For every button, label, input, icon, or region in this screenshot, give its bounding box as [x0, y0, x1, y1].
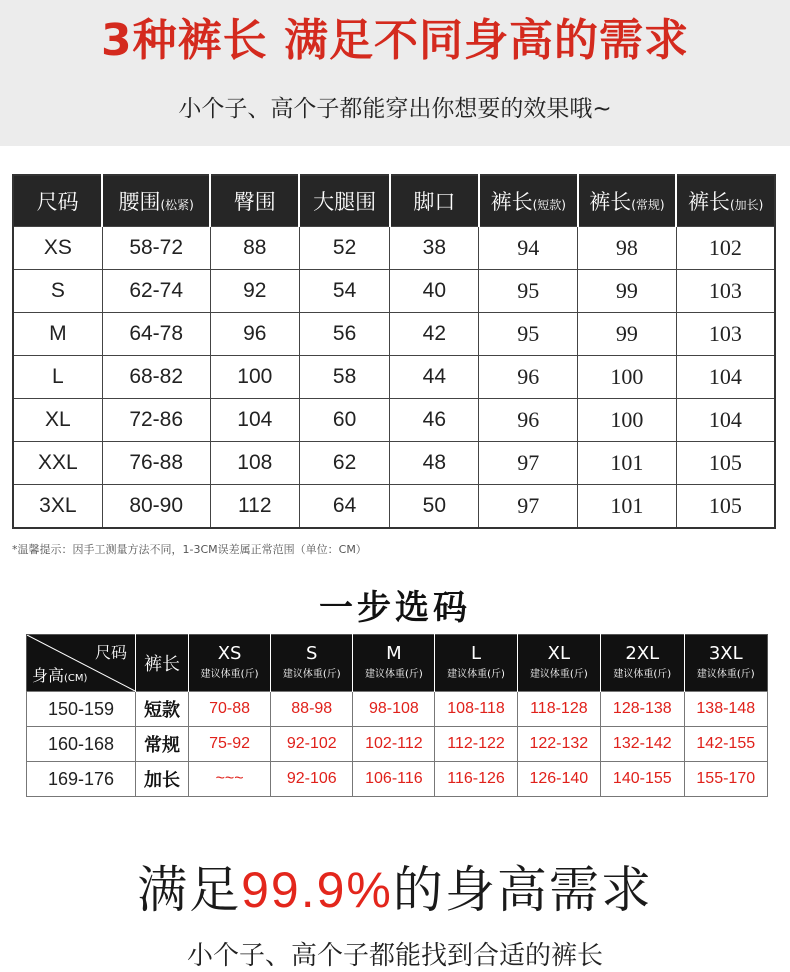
weight-range-cell: 132-142 — [601, 727, 684, 762]
size-cell: 72-86 — [102, 399, 210, 442]
hero-subtitle: 小个子、高个子都能穿出你想要的效果哦~ — [178, 96, 612, 122]
size-cell: XL — [13, 399, 102, 442]
length-type-cell: 常规 — [136, 727, 189, 762]
weight-range-cell: 116-126 — [435, 762, 517, 797]
size-cell: 92 — [210, 270, 299, 313]
size-cell: 98 — [578, 227, 677, 270]
length-type-cell: 短款 — [136, 692, 189, 727]
size-cell: 96 — [479, 356, 578, 399]
corner-height-label: 身高(CM) — [32, 666, 88, 685]
weight-range-cell: 70-88 — [189, 692, 271, 727]
weight-range-cell: ~~~ — [189, 762, 271, 797]
size-row — [13, 270, 775, 313]
hero-banner — [0, 0, 790, 146]
size-cell: 101 — [578, 485, 677, 529]
weight-range-cell: 142-155 — [684, 727, 768, 762]
size-col-header: 尺码 — [13, 175, 102, 227]
weight-range-cell: 138-148 — [684, 692, 768, 727]
size-col-header: 裤长(短款) — [479, 175, 578, 227]
size-row — [13, 313, 775, 356]
pick-size-header: 3XL 建议体重(斤) — [684, 635, 768, 692]
size-cell: 76-88 — [102, 442, 210, 485]
size-pick-table — [26, 634, 768, 797]
size-cell: 3XL — [13, 485, 102, 529]
weight-range-cell: 102-112 — [353, 727, 435, 762]
pick-size-header: M 建议体重(斤) — [353, 635, 435, 692]
size-cell: 42 — [390, 313, 479, 356]
weight-range-cell: 92-106 — [271, 762, 353, 797]
size-cell: 64-78 — [102, 313, 210, 356]
size-row — [13, 399, 775, 442]
size-cell: 40 — [390, 270, 479, 313]
weight-range-cell: 106-116 — [353, 762, 435, 797]
size-cell: 104 — [676, 356, 775, 399]
size-cell: 56 — [299, 313, 389, 356]
size-cell: 68-82 — [102, 356, 210, 399]
size-cell: 105 — [676, 485, 775, 529]
size-cell: 103 — [676, 313, 775, 356]
height-range-cell: 160-168 — [27, 727, 136, 762]
weight-range-cell: 122-132 — [517, 727, 600, 762]
length-header: 裤长 — [136, 635, 189, 692]
weight-range-cell: 112-122 — [435, 727, 517, 762]
size-cell: 112 — [210, 485, 299, 529]
hero-title: 3种裤长 满足不同身高的需求 — [101, 15, 689, 66]
size-cell: 97 — [479, 442, 578, 485]
size-cell: 94 — [479, 227, 578, 270]
size-cell: 103 — [676, 270, 775, 313]
pick-size-header: L 建议体重(斤) — [435, 635, 517, 692]
size-cell: 104 — [210, 399, 299, 442]
pick-header-row — [27, 635, 768, 692]
size-cell: L — [13, 356, 102, 399]
height-range-cell: 169-176 — [27, 762, 136, 797]
pick-size-header: XS 建议体重(斤) — [189, 635, 271, 692]
size-row — [13, 485, 775, 529]
size-col-header: 脚口 — [390, 175, 479, 227]
size-col-header: 裤长(常规) — [578, 175, 677, 227]
size-col-header: 臀围 — [210, 175, 299, 227]
size-cell: 58 — [299, 356, 389, 399]
size-cell: 96 — [210, 313, 299, 356]
size-col-header: 裤长(加长) — [676, 175, 775, 227]
size-cell: 108 — [210, 442, 299, 485]
pick-row — [27, 727, 768, 762]
weight-range-cell: 155-170 — [684, 762, 768, 797]
size-cell: 95 — [479, 270, 578, 313]
size-cell: 80-90 — [102, 485, 210, 529]
size-cell: 100 — [578, 356, 677, 399]
height-range-cell: 150-159 — [27, 692, 136, 727]
bottom-title-after: 的身高需求 — [392, 861, 653, 919]
size-row — [13, 356, 775, 399]
weight-range-cell: 92-102 — [271, 727, 353, 762]
bottom-title-before: 满足 — [137, 861, 242, 919]
size-row — [13, 442, 775, 485]
pick-size-header: XL 建议体重(斤) — [517, 635, 600, 692]
size-cell: 62 — [299, 442, 389, 485]
size-cell: 44 — [390, 356, 479, 399]
bottom-subtitle: 小个子、高个子都能找到合适的裤长 — [186, 941, 603, 971]
weight-range-cell: 118-128 — [517, 692, 600, 727]
size-cell: 88 — [210, 227, 299, 270]
pick-size-header: 2XL 建议体重(斤) — [601, 635, 684, 692]
size-cell: 64 — [299, 485, 389, 529]
size-cell: 104 — [676, 399, 775, 442]
size-cell: 48 — [390, 442, 479, 485]
weight-range-cell: 88-98 — [271, 692, 353, 727]
size-cell: 54 — [299, 270, 389, 313]
size-cell: 50 — [390, 485, 479, 529]
weight-range-cell: 128-138 — [601, 692, 684, 727]
size-cell: 95 — [479, 313, 578, 356]
corner-header-cell — [27, 635, 136, 692]
size-cell: 38 — [390, 227, 479, 270]
size-cell: M — [13, 313, 102, 356]
measurement-note: *温馨提示：因手工测量方法不同，1-3CM误差属正常范围（单位：CM） — [12, 543, 367, 556]
pick-size-header: S 建议体重(斤) — [271, 635, 353, 692]
weight-range-cell: 98-108 — [353, 692, 435, 727]
bottom-title-percent: 99.9% — [241, 862, 393, 918]
size-col-header: 腰围(松紧) — [102, 175, 210, 227]
size-cell: S — [13, 270, 102, 313]
weight-range-cell: 126-140 — [517, 762, 600, 797]
corner-size-label: 尺码 — [94, 643, 127, 662]
size-cell: XXL — [13, 442, 102, 485]
pick-table-body — [27, 692, 768, 797]
size-cell: 99 — [578, 313, 677, 356]
pick-row — [27, 692, 768, 727]
size-col-header: 大腿围 — [299, 175, 389, 227]
length-type-cell: 加长 — [136, 762, 189, 797]
size-cell: 101 — [578, 442, 677, 485]
pick-row — [27, 762, 768, 797]
size-cell: 100 — [578, 399, 677, 442]
size-cell: 60 — [299, 399, 389, 442]
size-cell: 97 — [479, 485, 578, 529]
pick-section-title: 一步选码 — [319, 588, 471, 628]
size-chart-header-row — [13, 175, 775, 227]
bottom-title — [0, 850, 790, 922]
size-chart-body — [13, 227, 775, 529]
size-cell: 52 — [299, 227, 389, 270]
weight-range-cell: 75-92 — [189, 727, 271, 762]
size-cell: XS — [13, 227, 102, 270]
size-cell: 102 — [676, 227, 775, 270]
weight-range-cell: 108-118 — [435, 692, 517, 727]
size-cell: 99 — [578, 270, 677, 313]
weight-range-cell: 140-155 — [601, 762, 684, 797]
size-cell: 105 — [676, 442, 775, 485]
size-cell: 100 — [210, 356, 299, 399]
size-cell: 58-72 — [102, 227, 210, 270]
size-cell: 62-74 — [102, 270, 210, 313]
size-chart-table — [12, 174, 776, 529]
size-row — [13, 227, 775, 270]
size-cell: 96 — [479, 399, 578, 442]
size-cell: 46 — [390, 399, 479, 442]
